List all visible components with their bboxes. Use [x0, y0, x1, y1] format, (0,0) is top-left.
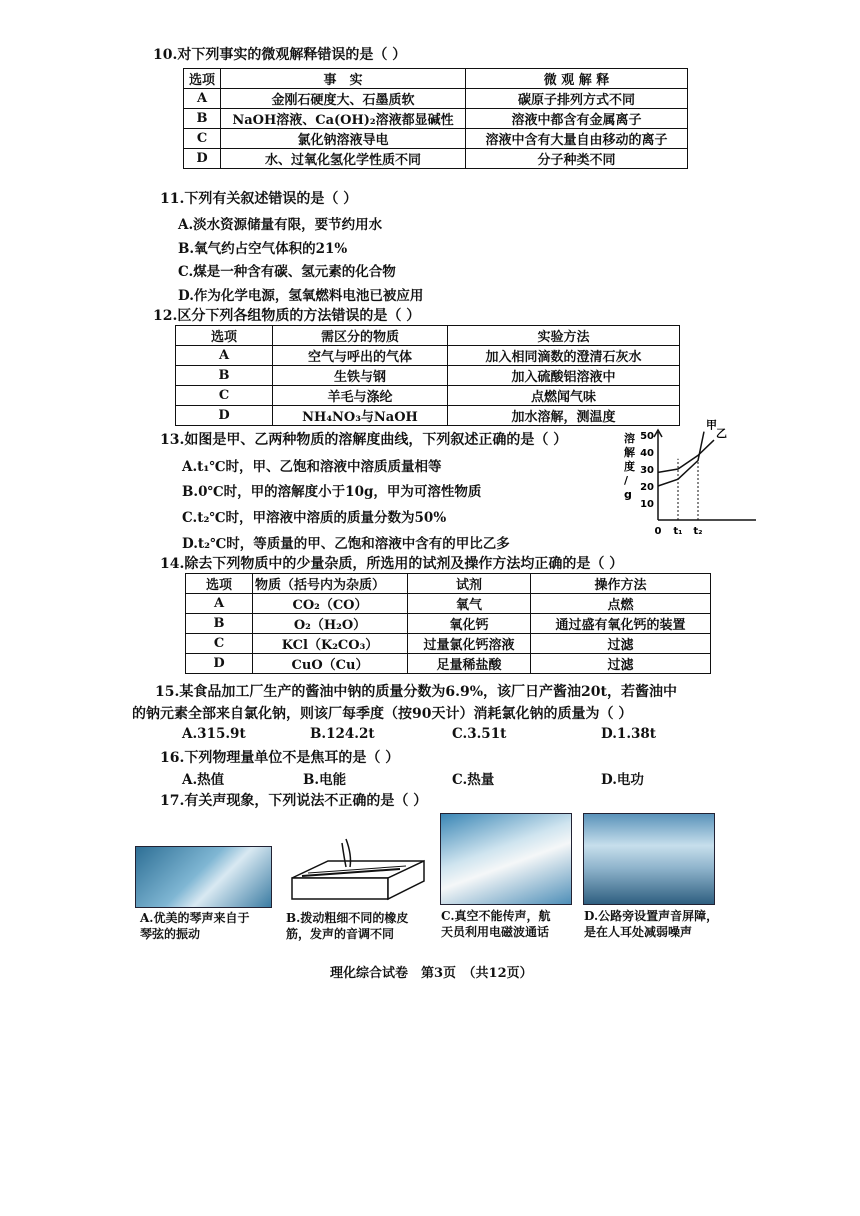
q14-header-reagent: 试剂 — [408, 574, 531, 594]
cell: 通过盛有氧化钙的装置 — [531, 614, 711, 634]
q17-caption-d — [584, 908, 718, 940]
cell: 点燃闻气味 — [448, 386, 680, 406]
table-header-row — [184, 69, 688, 89]
cell: B — [184, 109, 221, 129]
q16-stem: 16.下列物理量单位不是焦耳的是（ ） — [160, 750, 400, 766]
cell: NH₄NO₃与NaOH — [273, 406, 448, 426]
cell: B — [176, 366, 273, 386]
q10-stem: 10.对下列事实的微观解释错误的是（ ） — [153, 47, 407, 63]
cell: 足量稀盐酸 — [408, 654, 531, 674]
q15-option-d: D.1.38t — [601, 726, 657, 742]
q13-option-c: C.t₂℃时，甲溶液中溶质的质量分数为50% — [182, 510, 447, 526]
cell: 加水溶解，测温度 — [448, 406, 680, 426]
q17-caption-c — [441, 908, 551, 940]
cell: NaOH溶液、Ca(OH)₂溶液都显碱性 — [221, 109, 466, 129]
q10-table — [183, 68, 688, 169]
table-row — [186, 654, 711, 674]
q10-header-option: 选项 — [184, 69, 221, 89]
caption-line: 是在人耳处减弱噪声 — [584, 925, 693, 939]
cell: C — [186, 634, 253, 654]
q17-caption-b — [286, 910, 408, 942]
table-row — [184, 89, 688, 109]
caption-line: 琴弦的振动 — [140, 927, 201, 941]
series-label: 乙 — [716, 427, 727, 441]
cell: 空气与呼出的气体 — [273, 346, 448, 366]
table-row — [186, 614, 711, 634]
q16-option-c: C.热量 — [452, 772, 495, 788]
cell: D — [184, 149, 221, 169]
q15-option-c: C.3.51t — [452, 726, 507, 742]
cell: 溶液中都含有金属离子 — [466, 109, 688, 129]
cell: 金刚石硬度大、石墨质软 — [221, 89, 466, 109]
cell: 加入硫酸铝溶液中 — [448, 366, 680, 386]
table-row — [176, 366, 680, 386]
x-tick-label: t₁ — [673, 526, 683, 537]
y-tick-label: 30 — [640, 465, 654, 476]
table-row — [176, 406, 680, 426]
cell: CuO（Cu） — [253, 654, 408, 674]
table-header-row — [176, 326, 680, 346]
cell: 氧气 — [408, 594, 531, 614]
q11-option-c: C.煤是一种含有碳、氢元素的化合物 — [178, 264, 396, 280]
table-row — [186, 634, 711, 654]
q12-header-method: 实验方法 — [448, 326, 680, 346]
q16-option-b: B.电能 — [303, 772, 347, 788]
q15-line2: 的钠元素全部来自氯化钠，则该厂每季度（按90天计）消耗氯化钠的质量为（ ） — [132, 706, 633, 722]
q15-option-a: A.315.9t — [182, 726, 246, 742]
table-row — [184, 149, 688, 169]
q15-option-b: B.124.2t — [310, 726, 375, 742]
cell: 生铁与钢 — [273, 366, 448, 386]
q12-header-option: 选项 — [176, 326, 273, 346]
y-label-char: / — [624, 474, 629, 487]
q16-option-d: D.电功 — [601, 772, 644, 788]
cell: CO₂（CO） — [253, 594, 408, 614]
q10-header-explanation: 微 观 解 释 — [466, 69, 688, 89]
q11-option-a: A.淡水资源储量有限，要节约用水 — [178, 217, 383, 233]
cell: 过滤 — [531, 634, 711, 654]
cell: 水、过氧化氢化学性质不同 — [221, 149, 466, 169]
cell: A — [176, 346, 273, 366]
y-label-char: g — [624, 488, 632, 501]
q14-header-method: 操作方法 — [531, 574, 711, 594]
table-row — [186, 594, 711, 614]
q11-option-d: D.作为化学电源，氢氧燃料电池已被应用 — [178, 288, 424, 304]
cell: O₂（H₂O） — [253, 614, 408, 634]
caption-line: B.拨动粗细不同的橡皮 — [286, 911, 409, 925]
q14-table — [185, 573, 711, 674]
cell: 溶液中含有大量自由移动的离子 — [466, 129, 688, 149]
y-label-char: 解 — [624, 446, 635, 459]
cell: KCl（K₂CO₃） — [253, 634, 408, 654]
q17-caption-a — [140, 910, 250, 942]
q13-option-b: B.0℃时，甲的溶解度小于10g，甲为可溶性物质 — [182, 484, 482, 500]
cell: 分子种类不同 — [466, 149, 688, 169]
cell: 碳原子排列方式不同 — [466, 89, 688, 109]
table-header-row — [186, 574, 711, 594]
caption-line: A.优美的琴声来自于 — [140, 911, 250, 925]
caption-line: 天员利用电磁波通话 — [441, 925, 550, 939]
highway-barrier-photo — [583, 813, 715, 905]
q16-option-a: A.热值 — [182, 772, 225, 788]
q12-stem: 12.区分下列各组物质的方法错误的是（ ） — [153, 308, 421, 324]
q17-stem: 17.有关声现象，下列说法不正确的是（ ） — [160, 793, 428, 809]
table-row — [184, 109, 688, 129]
q14-header-substance: 物质（括号内为杂质） — [253, 574, 408, 594]
q15-line1: 15.某食品加工厂生产的酱油中钠的质量分数为6.9%，该厂日产酱油20t，若酱油中 — [155, 684, 677, 700]
y-tick-label: 10 — [640, 499, 654, 510]
q14-header-option: 选项 — [186, 574, 253, 594]
cell: D — [176, 406, 273, 426]
table-row — [176, 386, 680, 406]
rubber-band-drawing — [288, 833, 428, 903]
table-row — [184, 129, 688, 149]
cell: A — [184, 89, 221, 109]
q13-option-a: A.t₁℃时，甲、乙饱和溶液中溶质质量相等 — [182, 459, 442, 475]
solubility-chart — [620, 418, 760, 540]
y-tick-label: 20 — [640, 482, 654, 493]
q12-table — [175, 325, 680, 426]
q11-option-b: B.氧气约占空气体积的21% — [178, 241, 348, 257]
caption-line: C.真空不能传声，航 — [441, 909, 551, 923]
cell: C — [176, 386, 273, 406]
cell: 羊毛与涤纶 — [273, 386, 448, 406]
table-row — [176, 346, 680, 366]
y-tick-label: 50 — [640, 431, 654, 442]
cell: C — [184, 129, 221, 149]
y-label-char: 度 — [624, 460, 635, 473]
x-tick-label: t₂ — [693, 526, 703, 537]
caption-line: 筋，发声的音调不同 — [286, 927, 395, 941]
astronaut-photo — [440, 813, 572, 905]
series-label: 甲 — [706, 418, 717, 432]
cell: A — [186, 594, 253, 614]
q14-stem: 14.除去下列物质中的少量杂质，所选用的试剂及操作方法均正确的是（ ） — [160, 556, 624, 572]
cell: D — [186, 654, 253, 674]
violin-photo — [135, 846, 272, 908]
cell: 点燃 — [531, 594, 711, 614]
series-line-yi — [658, 440, 714, 472]
series-line-jia — [658, 432, 704, 486]
cell: 加入相同滴数的澄清石灰水 — [448, 346, 680, 366]
cell: 过量氯化钙溶液 — [408, 634, 531, 654]
q10-header-fact: 事 实 — [221, 69, 466, 89]
cell: B — [186, 614, 253, 634]
y-label-char: 溶 — [624, 432, 635, 445]
caption-line: D.公路旁设置声音屏障， — [584, 909, 719, 923]
q13-option-d: D.t₂℃时，等质量的甲、乙饱和溶液中含有的甲比乙多 — [182, 536, 510, 552]
cell: 氧化钙 — [408, 614, 531, 634]
y-tick-label: 40 — [640, 448, 654, 459]
q11-stem: 11.下列有关叙述错误的是（ ） — [160, 191, 358, 207]
q12-header-substance: 需区分的物质 — [273, 326, 448, 346]
cell: 过滤 — [531, 654, 711, 674]
q13-stem: 13.如图是甲、乙两种物质的溶解度曲线，下列叙述正确的是（ ） — [160, 432, 568, 448]
page-footer: 理化综合试卷 第3页 （共12页） — [330, 966, 533, 981]
cell: 氯化钠溶液导电 — [221, 129, 466, 149]
x-tick-label: 0 — [654, 526, 662, 537]
